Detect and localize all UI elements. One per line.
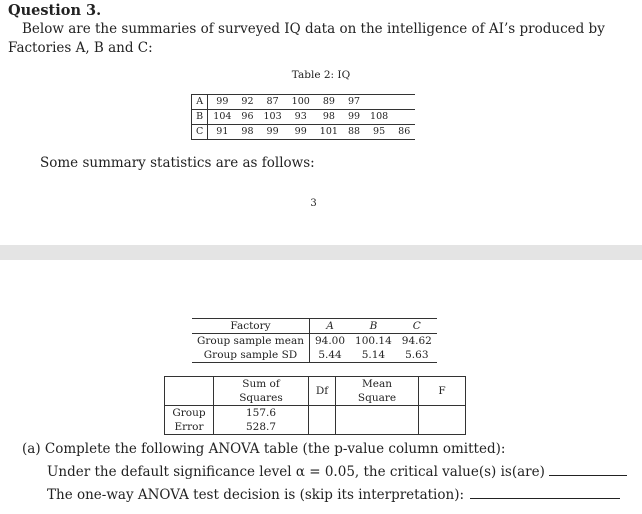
anova-row-error bbox=[165, 420, 466, 435]
critical-value-text: Under the default significance level α = 0.05, the critical value(s) is(are) bbox=[47, 464, 545, 480]
cell: 96 bbox=[241, 111, 254, 122]
question-intro bbox=[8, 20, 622, 58]
header-cell: Df bbox=[309, 377, 336, 406]
row-label: Group bbox=[165, 406, 214, 421]
cell bbox=[393, 95, 415, 110]
stats-header-row bbox=[192, 319, 437, 334]
row-label: Group sample SD bbox=[192, 348, 309, 363]
question-title: Question 3. bbox=[8, 2, 102, 19]
cell: 93 bbox=[294, 111, 307, 122]
part-a: (a) Complete the following ANOVA table (the p-value column omitted): bbox=[22, 441, 506, 457]
header-cell: Mean Square bbox=[336, 377, 419, 406]
header-cell: F bbox=[419, 377, 466, 406]
anova-row-group bbox=[165, 406, 466, 421]
intro-line-1: Below are the summaries of surveyed IQ data on the intelligence of AI’s produced by bbox=[22, 21, 605, 37]
answer-blank-critical bbox=[549, 463, 627, 476]
cell: 5.63 bbox=[405, 349, 429, 361]
cell: 91 bbox=[216, 126, 229, 137]
summary-intro: Some summary statistics are as follows: bbox=[40, 155, 315, 171]
cell bbox=[365, 95, 393, 110]
anova-header-row bbox=[165, 377, 466, 406]
f-cell bbox=[419, 420, 466, 435]
cell: 5.14 bbox=[361, 349, 386, 361]
intro-line-2: Factories A, B and C: bbox=[8, 40, 153, 56]
iq-row-b bbox=[192, 110, 416, 125]
ms-cell bbox=[336, 420, 419, 435]
cell: 98 bbox=[241, 126, 254, 137]
cell: 92 bbox=[241, 96, 254, 107]
summary-stats-table bbox=[192, 318, 437, 363]
cell: 86 bbox=[398, 126, 411, 137]
iq-table bbox=[191, 94, 415, 140]
cell: 100 bbox=[291, 96, 310, 107]
df-cell bbox=[309, 420, 336, 435]
cell: 99 bbox=[266, 126, 279, 137]
row-label: Group sample mean bbox=[192, 334, 309, 349]
header-cell: A bbox=[309, 319, 350, 334]
stats-row-sd bbox=[192, 348, 437, 363]
decision-text: The one-way ANOVA test decision is (skip its interpretation): bbox=[47, 487, 465, 503]
iq-row-a bbox=[192, 95, 416, 110]
row-label: Error bbox=[165, 420, 214, 435]
cell: 94.62 bbox=[401, 335, 432, 347]
iq-row-c bbox=[192, 125, 416, 140]
cell: 157.6 bbox=[214, 406, 309, 421]
cell: 89 bbox=[322, 96, 335, 107]
f-cell bbox=[419, 406, 466, 421]
cell: 87 bbox=[266, 96, 279, 107]
cell: 5.44 bbox=[318, 349, 342, 361]
cell: 101 bbox=[319, 126, 338, 137]
row-label: C bbox=[192, 125, 208, 140]
answer-blank-decision bbox=[470, 486, 620, 499]
cell: 528.7 bbox=[214, 420, 309, 435]
cell: 94.00 bbox=[314, 335, 346, 347]
cell: 104 bbox=[213, 111, 232, 122]
header-cell bbox=[165, 377, 214, 406]
anova-table bbox=[164, 376, 466, 435]
page-number: 3 bbox=[310, 198, 317, 209]
iq-table-caption: Table 2: IQ bbox=[291, 69, 351, 81]
header-cell: Sum of Squares bbox=[214, 377, 309, 406]
row-label: A bbox=[192, 95, 208, 110]
header-cell: C bbox=[397, 319, 437, 334]
cell bbox=[393, 110, 415, 125]
row-label: B bbox=[192, 110, 208, 125]
stats-row-mean bbox=[192, 334, 437, 349]
cell: 108 bbox=[370, 111, 389, 122]
ms-cell bbox=[336, 406, 419, 421]
header-cell: B bbox=[350, 319, 397, 334]
question-parts bbox=[22, 438, 632, 507]
decision-line bbox=[47, 484, 632, 507]
cell: 98 bbox=[322, 111, 335, 122]
cell: 99 bbox=[347, 111, 361, 122]
critical-value-line bbox=[47, 461, 632, 484]
header-cell: Factory bbox=[192, 319, 309, 334]
page-gap bbox=[0, 245, 642, 260]
cell: 99 bbox=[294, 126, 307, 137]
cell: 100.14 bbox=[355, 335, 392, 347]
page-upper bbox=[0, 0, 642, 245]
df-cell bbox=[309, 406, 336, 421]
cell: 88 bbox=[347, 126, 361, 137]
cell: 95 bbox=[373, 126, 386, 137]
cell: 103 bbox=[263, 111, 282, 122]
cell: 97 bbox=[347, 96, 361, 107]
cell: 99 bbox=[216, 96, 229, 107]
